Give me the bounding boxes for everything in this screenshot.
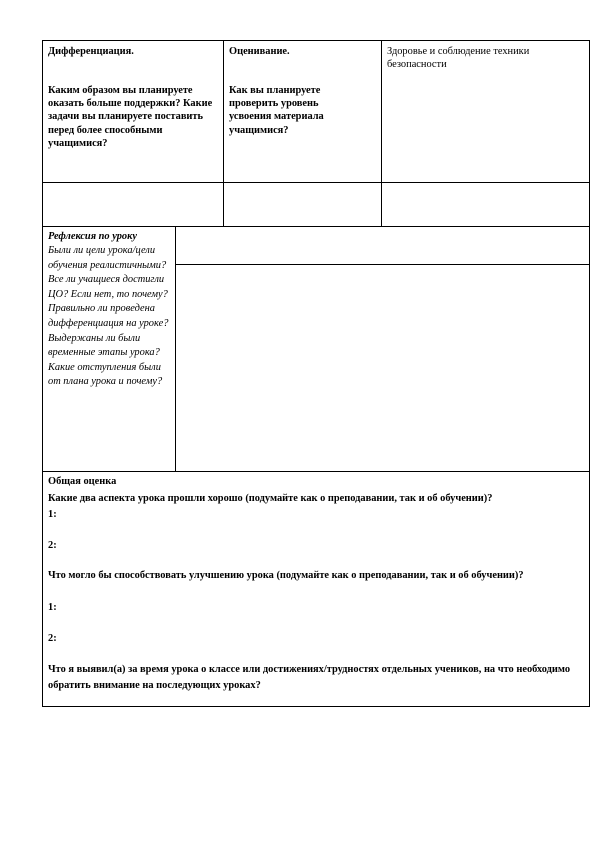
differentiation-heading: Дифференциация. [48, 46, 134, 57]
summary-item-3: 1: [48, 602, 57, 613]
differentiation-question: Каким образом вы планируете оказать больше поддержки? Какие задачи вы планируете поставить перед более способными учащимися? [48, 85, 213, 149]
reflection-heading: Рефлексия по уроку [48, 231, 137, 242]
summary-question-3: Что я выявил(а) за время урока о классе или достижениях/трудностях отдельных учеников, на что необходимо обратить внимание на последующих уроках? [48, 664, 571, 691]
summary-question-1: Какие два аспекта урока прошли хорошо (подумайте как о преподавании, так и об обучении)? [48, 493, 493, 504]
summary-item-1: 1: [48, 509, 57, 520]
health-answer-cell [381, 182, 590, 227]
summary-question-2: Что могло бы способствовать улучшению урока (подумайте как о преподавании, так и об обучении)? [48, 570, 524, 581]
summary-item-4: 2: [48, 633, 57, 644]
reflection-answer-cell-2 [175, 264, 590, 472]
reflection-questions: Были ли цели урока/цели обучения реалистичными? Все ли учащиеся достигли ЦО? Если нет, то почему? Правильно ли проведена дифференциация на уроке? Выдержаны ли были временные этапы урока? Какие отступления были от плана урока и почему? [48, 245, 169, 388]
assessment-answer-cell [223, 182, 382, 227]
assessment-heading: Оценивание. [229, 46, 290, 57]
summary-item-2: 2: [48, 540, 57, 551]
reflection-answer-cell-1 [175, 226, 590, 265]
differentiation-answer-cell [42, 182, 224, 227]
assessment-question: Как вы планируете проверить уровень усвоения материала учащимися? [229, 85, 324, 136]
summary-heading: Общая оценка [48, 476, 117, 487]
health-heading: Здоровье и соблюдение техники безопасности [387, 46, 530, 71]
